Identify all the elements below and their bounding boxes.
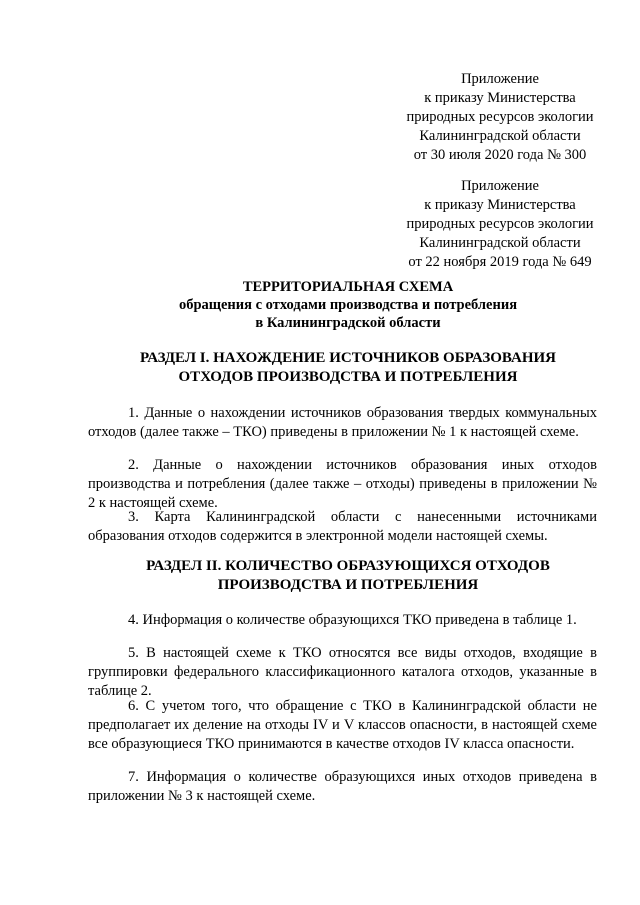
paragraph-6: 6. С учетом того, что обращение с ТКО в Калининградской области не предполагает их деление на отходы IV и V классов опасности, в настоящей схеме все образующиеся ТКО принимаются в качестве отходов IV класса опасности.	[88, 698, 597, 752]
section-heading-1	[88, 349, 608, 387]
title-line: ТЕРРИТОРИАЛЬНАЯ СХЕМА	[242, 279, 454, 295]
appendix-line: к приказу Министерства	[424, 90, 576, 106]
paragraph-2: 2. Данные о нахождении источников образования иных отходов производства и потребления (далее также – отходы) приведены в приложении № 2 к настоящей схеме.	[88, 457, 597, 511]
section-heading-line: ОТХОДОВ ПРОИЗВОДСТВА И ПОТРЕБЛЕНИЯ	[178, 369, 518, 385]
paragraph-4: 4. Информация о количестве образующихся ТКО приведена в таблице 1.	[128, 612, 577, 628]
appendix-line: Приложение	[461, 178, 539, 194]
appendix-date-line: от 22 ноября 2019 года № 649	[408, 254, 592, 270]
appendix-line: к приказу Министерства	[424, 197, 576, 213]
appendix-line: природных ресурсов экологии	[406, 216, 594, 232]
paragraph-1: 1. Данные о нахождении источников образования твердых коммунальных отходов (далее также – ТКО) приведены в приложении № 1 к настоящей схеме.	[88, 405, 597, 440]
appendix-note-previous	[380, 177, 620, 272]
appendix-line: Калининградской области	[419, 235, 581, 251]
section-heading-2	[88, 557, 608, 595]
title-line: в Калининградской области	[255, 315, 441, 331]
paragraph-3: 3. Карта Калининградской области с нанесенными источниками образования отходов содержится в электронной модели настоящей схемы.	[88, 509, 597, 544]
appendix-line: природных ресурсов экологии	[406, 109, 594, 125]
appendix-line: Приложение	[461, 71, 539, 87]
appendix-note-current	[380, 70, 620, 165]
paragraph-5: 5. В настоящей схеме к ТКО относятся все виды отходов, входящие в группировки федерального классификационного каталога отходов, указанные в таблице 2.	[88, 645, 597, 699]
document-title	[88, 278, 608, 332]
section-heading-line: ПРОИЗВОДСТВА И ПОТРЕБЛЕНИЯ	[217, 577, 479, 593]
title-line: обращения с отходами производства и потребления	[178, 297, 518, 313]
appendix-line: Калининградской области	[419, 128, 581, 144]
paragraph-7: 7. Информация о количестве образующихся иных отходов приведена в приложении № 3 к настоящей схеме.	[88, 769, 597, 804]
appendix-date-line: от 30 июля 2020 года № 300	[413, 147, 587, 163]
section-heading-line: РАЗДЕЛ I. НАХОЖДЕНИЕ ИСТОЧНИКОВ ОБРАЗОВАНИЯ	[139, 350, 556, 366]
section-heading-line: РАЗДЕЛ II. КОЛИЧЕСТВО ОБРАЗУЮЩИХСЯ ОТХОДОВ	[146, 558, 550, 574]
